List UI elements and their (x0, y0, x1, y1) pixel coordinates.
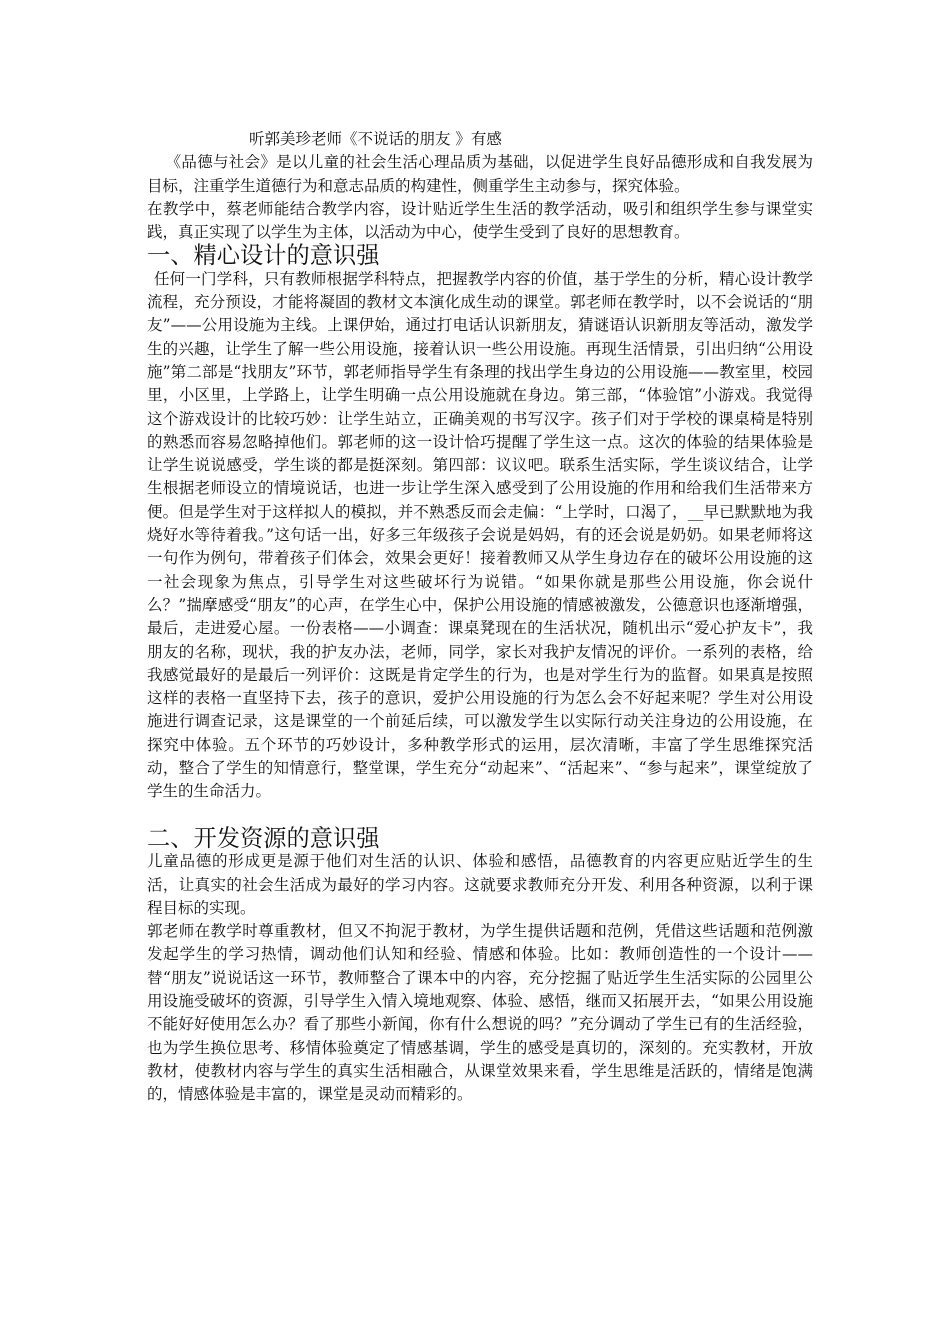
section-2-heading: 二、开发资源的意识强 (147, 824, 380, 852)
section-1-body: 任何一门学科，只有教师根据学科特点，把握教学内容的价值，基于学生的分析，精心设计教学流程，充分预设，才能将凝固的教材文本演化成生动的课堂。郭老师在教学时，以不会说话的“朋友”——公用设施为主线。上课伊始，通过打电话认识新朋友，猜谜语认识新朋友等活动，激发学生的兴趣，让学生了解一些公用设施，接着认识一些公用设施。再现生活情景，引出归纳“公用设施”第二部是“找朋友”环节，郭老师指导学生有条理的找出学生身边的公用设施——教室里，校园里，小区里，上学路上，让学生明确一点公用设施就在身边。第三部，“体验馆”小游戏。我觉得这个游戏设计的比较巧妙：让学生站立，正确美观的书写汉字。孩子们对于学校的课桌椅是特别的熟悉而容易忽略掉他们。郭老师的这一设计恰巧提醒了学生这一点。这次的体验的结果体验是让学生说说感受，学生谈的都是挺深刻。第四部：议议吧。联系生活实际，学生谈议结合，让学生根据老师设立的情境说话，也进一步让学生深入感受到了公用设施的作用和给我们生活带来方便。但是学生对于这样拟人的模拟，并不熟悉反而会走偏：“上学时，口渴了，__早已默默地为我烧好水等待着我。”这句话一出，好多三年级孩子会说是妈妈，有的还会说是奶奶。如果老师将这一句作为例句，带着孩子们体会，效果会更好！接着教师又从学生身边存在的破坏公用设施的这一社会现象为焦点，引导学生对这些破坏行为说错。“如果你就是那些公用设施，你会说什么？”揣摩感受“朋友”的心声，在学生心中，保护公用设施的情感被激发，公德意识也逐渐增强，最后，走进爱心屋。一份表格——小调查：课桌凳现在的生活状况，随机出示“爱心护友卡”，我朋友的名称，现状，我的护友办法，老师，同学，家长对我护友情况的评价。一系列的表格，给我感觉最好的是最后一列评价：这既是肯定学生的行为，也是对学生行为的监督。如果真是按照这样的表格一直坚持下去，孩子的意识，爱护公用设施的行为怎么会不好起来呢？学生对公用设施进行调查记录，这是课堂的一个前延后续，可以激发学生以实际行动关注身边的公用设施，在探究中体验。五个环节的巧妙设计，多种教学形式的运用，层次清晰，丰富了学生思维探究活动，整合了学生的知情意行，整堂课，学生充分“动起来”、“活起来”、“参与起来”，课堂绽放了学生的生命活力。 (147, 269, 813, 801)
intro-paragraph: 《品德与社会》是以儿童的社会生活心理品质为基础，以促进学生良好品德形成和自我发展为目标，注重学生道德行为和意志品质的构建性，侧重学生主动参与，探究体验。 (147, 153, 813, 195)
section-1-heading: 一、精心设计的意识强 (147, 242, 380, 270)
document-body (147, 128, 813, 1106)
section-2-body-1: 儿童品德的形成更是源于他们对生活的认识、体验和感悟，品德教育的内容更应贴近学生的生活，让真实的社会生活成为最好的学习内容。这就要求教师充分开发、利用各种资源，以利于课程目标的实现。 (147, 852, 813, 917)
intro-paragraph-2: 在教学中，蔡老师能结合教学内容，设计贴近学生生活的教学活动，吸引和组织学生参与课堂实践，真正实现了以学生为主体，以活动为中心，使学生受到了良好的思想教育。 (147, 199, 813, 242)
document-title: 听郭美珍老师《不说话的朋友 》有感 (249, 130, 502, 148)
section-2-body-2: 郭老师在教学时尊重教材，但又不拘泥于教材，为学生提供话题和范例，凭借这些话题和范例激发起学生的学习热情，调动他们认知和经验、情感和体验。比如：教师创造性的一个设计——替“朋友”说说话这一环节，教师整合了课本中的内容，充分挖掘了贴近学生生活实际的公园里公用设施受破坏的资源，引导学生入情入境地观察、体验、感悟，继而又拓展开去，“如果公用设施不能好好使用怎么办？看了那些小新闻，你有什么想说的吗？”充分调动了学生已有的生活经验，也为学生换位思考、移情体验奠定了情感基调，学生的感受是真切的，深刻的。充实教材，开放教材，使教材内容与学生的真实生活相融合，从课堂效果来看，学生思维是活跃的，情绪是饱满的，情感体验是丰富的，课堂是灵动而精彩的。 (147, 922, 813, 1104)
paragraph-spacer (147, 804, 813, 827)
